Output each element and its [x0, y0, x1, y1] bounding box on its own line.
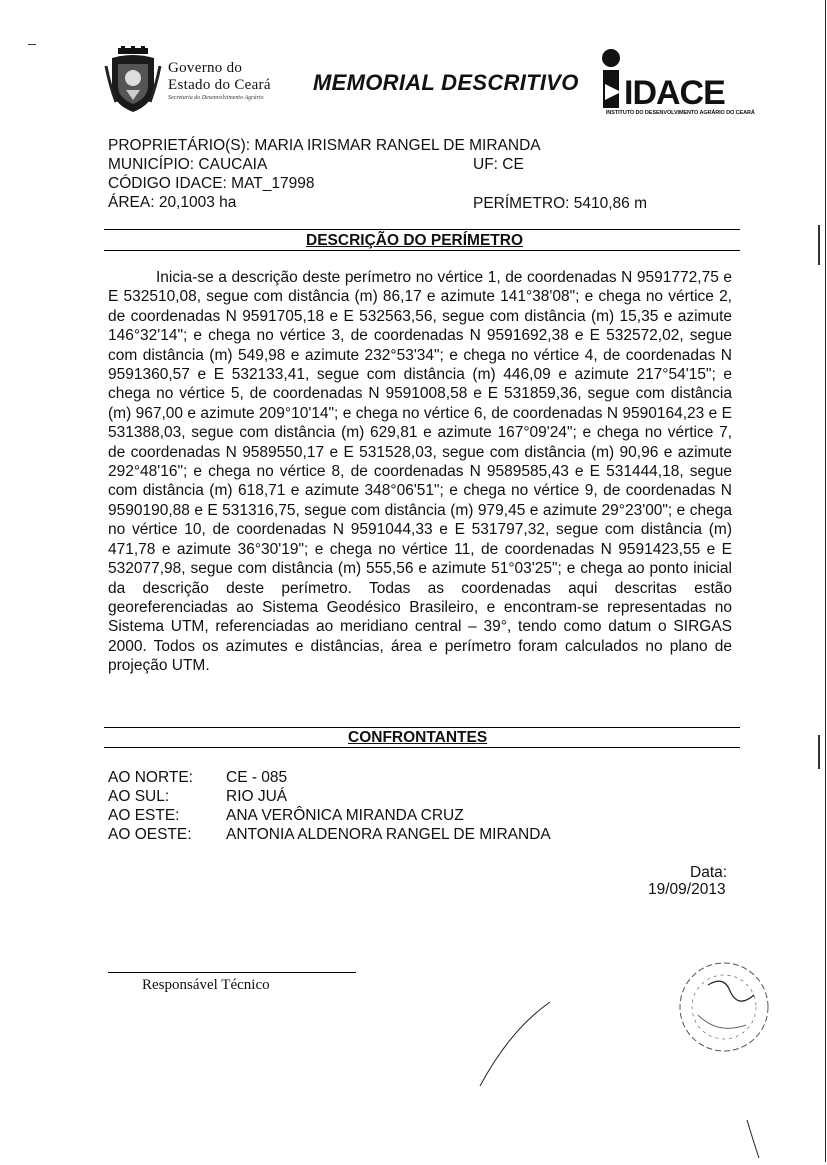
- government-name: [168, 60, 271, 102]
- confrontante-label: AO ESTE:: [108, 807, 180, 824]
- section-rule-bottom: [104, 250, 740, 251]
- idace-subtitle: INSTITUTO DO DESENVOLVIMENTO AGRÁRIO DO CEARÁ: [606, 110, 755, 116]
- ceara-coat-of-arms-icon: [104, 46, 162, 119]
- responsavel-label: Responsável Técnico: [142, 977, 270, 993]
- area-line: ÁREA: 20,1003 ha: [108, 194, 237, 211]
- signature-tail: [745, 1120, 765, 1165]
- proprietario-line: PROPRIETÁRIO(S): MARIA IRISMAR RANGEL DE MIRANDA: [108, 137, 541, 154]
- descricao-title: DESCRIÇÃO DO PERÍMETRO: [306, 232, 524, 249]
- confrontante-value: CE - 085: [226, 769, 288, 786]
- signature-line: [108, 972, 356, 973]
- confrontante-label: AO SUL:: [108, 788, 170, 805]
- confrontante-value: RIO JUÁ: [226, 788, 288, 805]
- confrontante-label: AO OESTE:: [108, 826, 192, 843]
- date-label: Data:: [690, 864, 728, 881]
- codigo-line: CÓDIGO IDACE: MAT_17998: [108, 175, 315, 192]
- section-rule-bottom: [104, 747, 740, 748]
- gov-line-2: Estado do Ceará: [168, 77, 271, 93]
- idace-logo-text: IDACE: [624, 74, 725, 112]
- municipio-line: MUNICÍPIO: CAUCAIA: [108, 156, 268, 173]
- confrontante-value: ANA VERÔNICA MIRANDA CRUZ: [226, 807, 464, 824]
- scan-mark: [818, 225, 820, 265]
- page-edge: [825, 0, 826, 1162]
- uf-line: UF: CE: [473, 156, 524, 173]
- signature-stroke: [470, 1000, 560, 1095]
- confrontante-value: ANTONIA ALDENORA RANGEL DE MIRANDA: [226, 826, 551, 843]
- scan-mark: [28, 44, 36, 45]
- stamp-seal-icon: [668, 955, 780, 1060]
- perimetro-line: PERÍMETRO: 5410,86 m: [473, 195, 648, 212]
- document-title: MEMORIAL DESCRITIVO: [313, 70, 579, 95]
- idace-logo-icon: [597, 48, 627, 113]
- confrontantes-title: CONFRONTANTES: [348, 729, 488, 746]
- section-rule-top: [104, 229, 740, 230]
- confrontante-label: AO NORTE:: [108, 769, 193, 786]
- descricao-paragraph: Inicia-se a descrição deste perímetro no vértice 1, de coordenadas N 9591772,75 e E 532510,08, segue com distância (m) 86,17 e azimute 141°38'08"; e chega no vértice 2, de coordenadas N 9591705,18 e E 532563,56, segue com distância (m) 15,35 e azimute 146°32'14"; e chega no vértice 3, de coordenadas N 9591692,38 e E 532572,02, segue com distância (m) 549,98 e azimute 232°53'34"; e chega no vértice 4, de coordenadas N 9591360,57 e E 532133,41, segue com distância (m) 446,09 e azimute 217°54'15"; e chega no vértice 5, de coordenadas N 9591008,58 e E 531859,36, segue com distância (m) 967,00 e azimute 209°10'14"; e chega no vértice 6, de coordenadas N 9590164,23 e E 531388,03, segue com distância (m) 629,81 e azimute 167°09'24"; e chega no vértice 7, de coordenadas N 9589550,17 e E 531528,03, segue com distância (m) 90,96 e azimute 292°48'16"; e chega no vértice 8, de coordenadas N 9589585,43 e E 531444,18, segue com distância (m) 618,71 e azimute 348°06'51"; e chega no vértice 9, de coordenadas N 9590190,88 e E 531316,75, segue com distância (m) 979,45 e azimute 29°23'00"; e chega no vértice 10, de coordenadas N 9591044,33 e E 531797,32, segue com distância (m) 471,78 e azimute 36°30'19"; e chega no vértice 11, de coordenadas N 9591423,55 e E 532077,98, segue com distância (m) 555,56 e azimute 51°03'25"; e chega ao ponto inicial da descrição deste perímetro. Todas as coordenadas aqui descritas estão georeferenciadas ao Sistema Geodésico Brasileiro, e encontram-se representadas no Sistema UTM, referenciadas ao meridiano central – 39°, tendo como datum o SIRGAS 2000. Todos os azimutes e distâncias, área e perímetro foram calculados no plano de projeção UTM.: [108, 269, 732, 675]
- gov-line-3: Secretaria do Desenvolvimento Agrário: [168, 95, 264, 101]
- date-value: 19/09/2013: [648, 881, 726, 898]
- gov-line-1: Governo do: [168, 60, 243, 76]
- section-rule-top: [104, 727, 740, 728]
- scan-mark: [818, 735, 820, 769]
